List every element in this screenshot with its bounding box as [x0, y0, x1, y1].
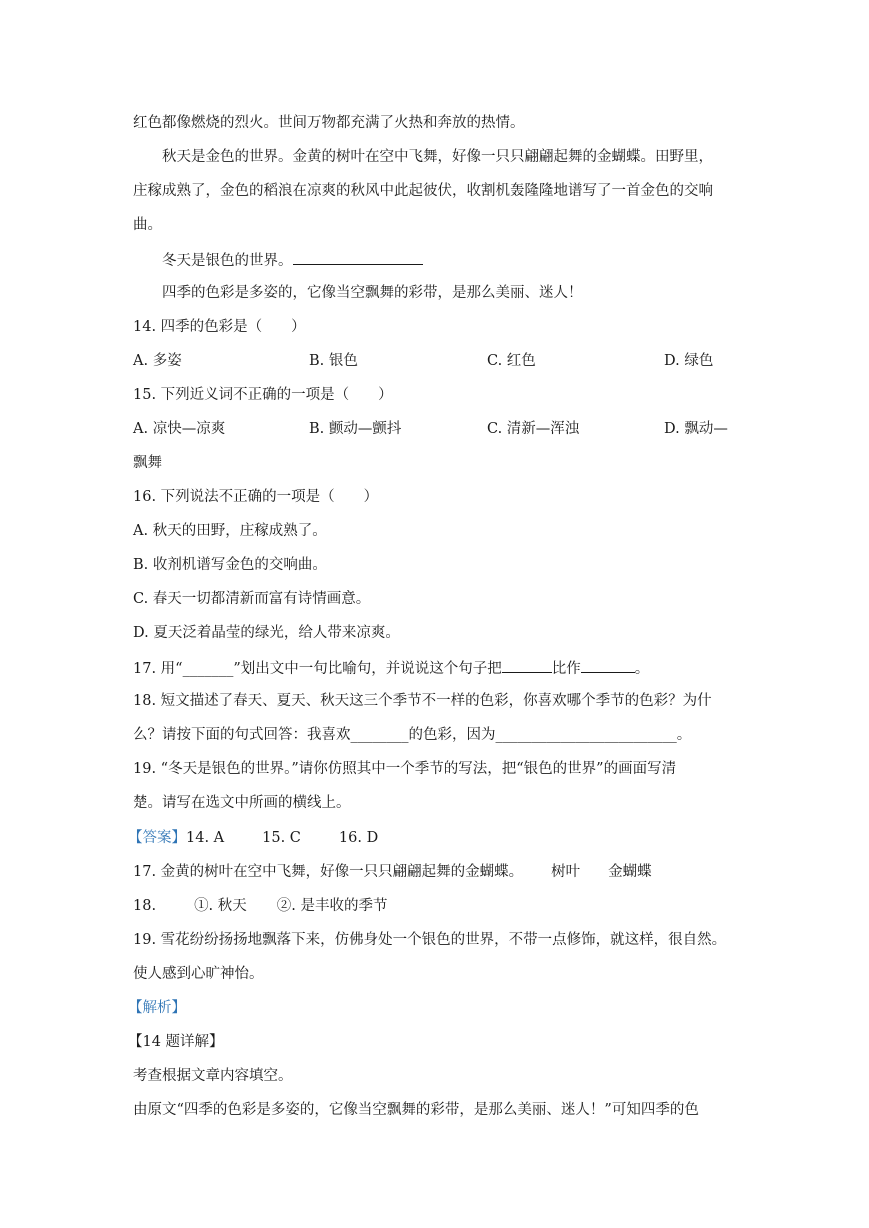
winter-answer-blank[interactable] — [293, 249, 423, 265]
q17-blank-1[interactable] — [502, 657, 552, 673]
analysis-14-detail-label: 【14 题详解】 — [128, 1034, 224, 1050]
q15-option-d: D. 飘动— — [664, 421, 728, 437]
passage-summer-tail: 红色都像燃烧的烈火。世间万物都充满了火热和奔放的热情。 — [133, 115, 525, 131]
question-18-line-2: 么？请按下面的句式回答：我喜欢________的色彩，因为_________________________。 — [133, 727, 692, 743]
answer-18-number: 18. — [133, 898, 157, 914]
analysis-line-2: 由原文“四季的色彩是多姿的，它像当空飘舞的彩带，是那么美丽、迷人！”可知四季的色 — [133, 1102, 699, 1118]
q17-text-2: 比作 — [551, 661, 581, 677]
answer-17-sentence: 17. 金黄的树叶在空中飞舞，好像一只只翩翩起舞的金蝴蝶。 — [133, 864, 524, 880]
q16-option-a: A. 秋天的田野，庄稼成熟了。 — [133, 523, 327, 539]
q15-option-b: B. 颤动—颤抖 — [309, 421, 402, 437]
q15-option-c: C. 清新—浑浊 — [487, 421, 580, 437]
q17-text-3: 。 — [634, 661, 650, 677]
question-19-line-1: 19. “冬天是银色的世界。”请你仿照其中一个季节的写法，把“银色的世界”的画面写清 — [133, 761, 677, 777]
question-18-line-1: 18. 短文描述了春天、夏天、秋天这三个季节不一样的色彩，你喜欢哪个季节的色彩？为什 — [133, 693, 712, 709]
q15-option-d-continued: 飘舞 — [133, 455, 162, 471]
question-16-stem: 16. 下列说法不正确的一项是（ ） — [133, 489, 379, 505]
question-15-stem: 15. 下列近义词不正确的一项是（ ） — [133, 387, 393, 403]
q15-option-a: A. 凉快—凉爽 — [133, 421, 226, 437]
analysis-line-1: 考查根据文章内容填空。 — [133, 1068, 293, 1084]
passage-autumn-line-3: 曲。 — [133, 217, 162, 233]
question-17 — [133, 657, 649, 679]
q14-option-b: B. 银色 — [309, 353, 358, 369]
answer-18-part-2: ②. 是丰收的季节 — [276, 898, 388, 914]
answer-16: 16. D — [338, 830, 379, 846]
q14-option-c: C. 红色 — [487, 353, 536, 369]
q16-option-b: B. 收剂机谱写金色的交响曲。 — [133, 557, 327, 573]
passage-closing: 四季的色彩是多姿的，它像当空飘舞的彩带，是那么美丽、迷人！ — [162, 285, 583, 301]
passage-autumn-line-1: 秋天是金色的世界。金黄的树叶在空中飞舞，好像一只只翩翩起舞的金蝴蝶。田野里， — [162, 149, 713, 165]
q17-blank-2[interactable] — [581, 657, 635, 673]
q16-option-c: C. 春天一切都清新而富有诗情画意。 — [133, 591, 371, 607]
question-19-line-2: 楚。请写在选文中所画的横线上。 — [133, 795, 351, 811]
q16-option-d: D. 夏天泛着晶莹的绿光，给人带来凉爽。 — [133, 625, 400, 641]
q14-option-d: D. 绿色 — [664, 353, 714, 369]
answer-17-row — [133, 862, 652, 882]
answer-19-line-2: 使人感到心旷神怡。 — [133, 966, 264, 982]
q14-option-a: A. 多姿 — [133, 353, 182, 369]
answer-label: 【答案】 — [128, 830, 186, 846]
answer-17-tenor: 树叶 — [551, 864, 581, 880]
answer-15: 15. C — [262, 830, 301, 846]
answer-18-part-1: ①. 秋天 — [194, 898, 247, 914]
passage-winter — [162, 249, 423, 271]
passage-winter-text: 冬天是银色的世界。 — [162, 253, 293, 269]
answer-17-vehicle: 金蝴蝶 — [608, 864, 652, 880]
answer-summary-row — [128, 828, 378, 848]
question-14-stem: 14. 四季的色彩是（ ） — [133, 319, 306, 335]
answer-18-row — [133, 896, 388, 916]
answer-19-line-1: 19. 雪花纷纷扬扬地飘落下来，仿佛身处一个银色的世界，不带一点修饰，就这样，很自然。 — [133, 932, 727, 948]
q17-text-1: 17. 用“_______”划出文中一句比喻句，并说说这个句子把 — [133, 661, 502, 677]
analysis-label: 【解析】 — [128, 1000, 186, 1016]
passage-autumn-line-2: 庄稼成熟了，金色的稻浪在凉爽的秋风中此起彼伏，收割机轰隆隆地谱写了一首金色的交响 — [133, 183, 713, 199]
answer-14: 14. A — [186, 830, 225, 846]
